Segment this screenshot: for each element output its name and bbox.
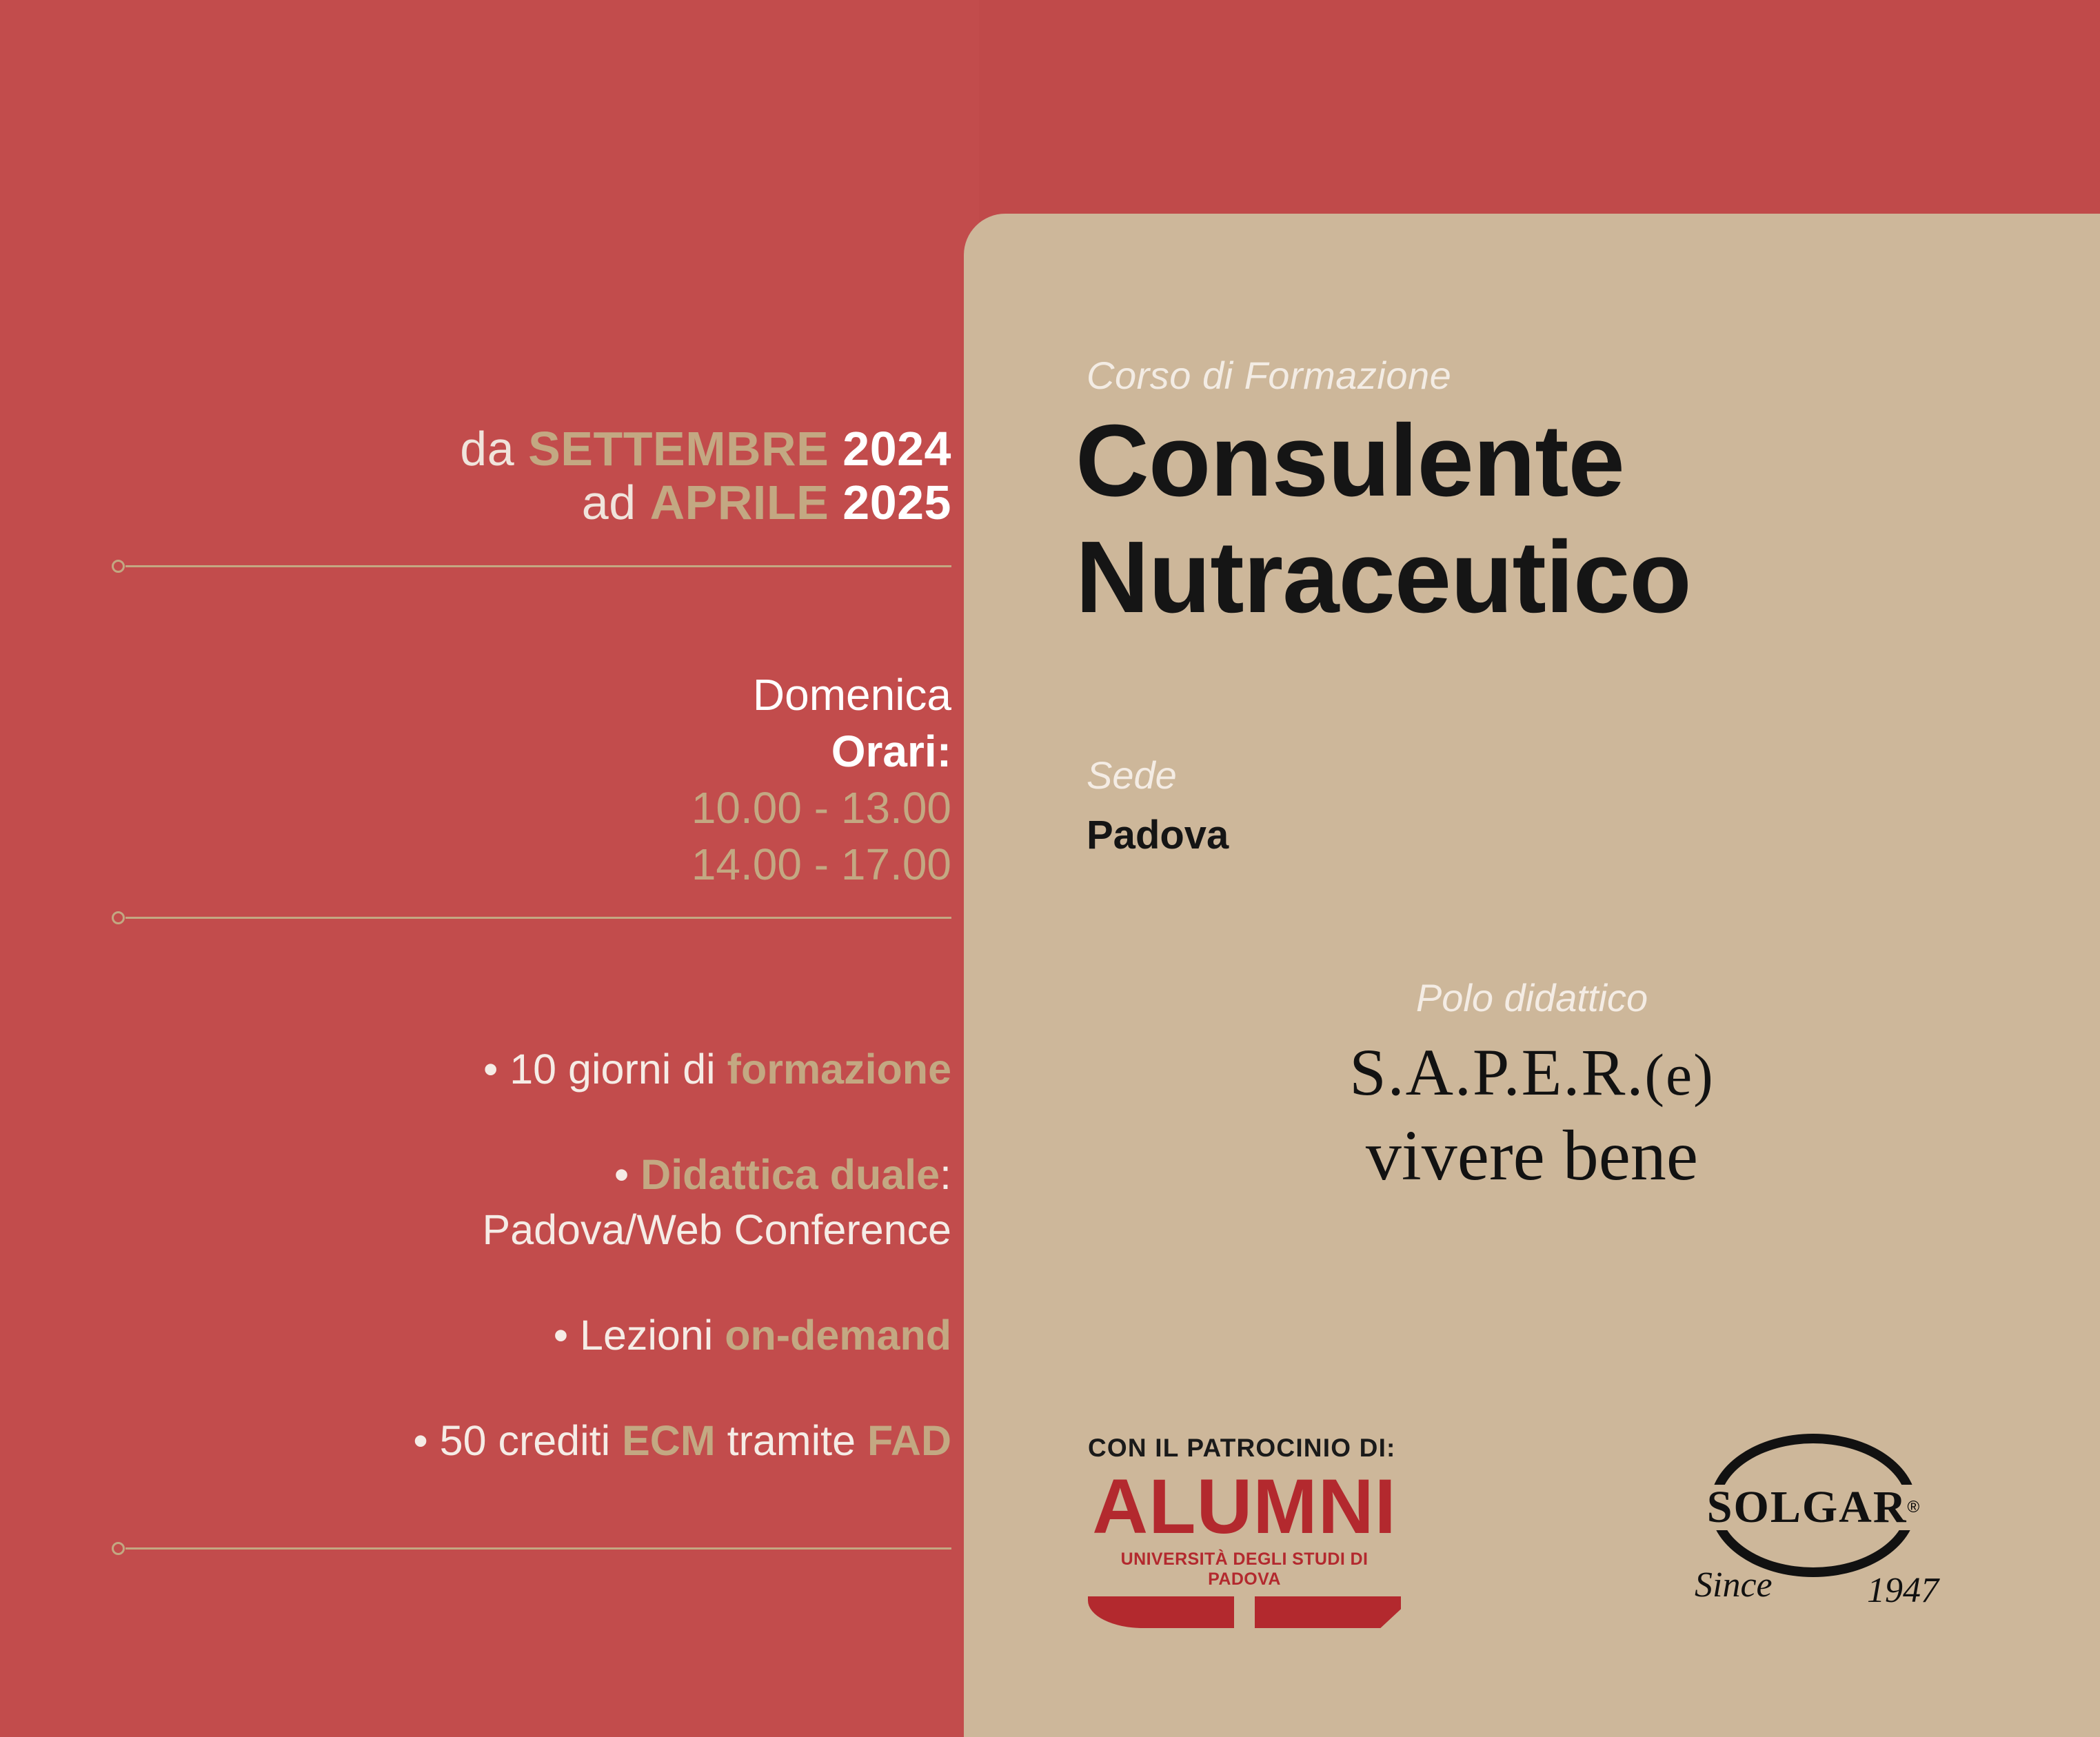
sponsor-label: CON IL PATROCINIO DI: [1088,1434,1396,1462]
solgar-logo [1675,1434,1951,1640]
solgar-since-label: Since [1695,1565,1773,1605]
schedule-day: Domenica [752,670,951,720]
date-to-year: 2025 [842,476,951,530]
title-line-2: Nutraceutico [1076,520,1691,634]
feature-text-highlight: ECM [622,1417,716,1465]
divider-rule-bottom [125,1547,951,1550]
date-from-month: SETTEMBRE [528,422,829,476]
course-date-from [460,422,951,476]
divider-rule-middle [125,917,951,919]
bullet-marker: • [483,1046,498,1093]
feature-line-2: Padova/Web Conference [482,1206,951,1253]
bullet-marker: • [614,1151,629,1199]
page-title [1076,403,1691,636]
sapere-acronym: S.A.P.E.R. [1349,1035,1645,1109]
course-type-eyebrow: Corso di Formazione [1087,354,1452,397]
list-item [413,1308,951,1363]
teaching-hub-label: Polo didattico [1415,976,1648,1019]
alumni-subtitle: UNIVERSITÀ DEGLI STUDI DI PADOVA [1120,1550,1369,1589]
title-line-1: Consulente [1076,404,1624,518]
sapere-paren: (e) [1644,1042,1715,1108]
rule-dot-icon [112,560,125,573]
date-from-year: 2024 [842,422,951,476]
date-from-prefix: da [460,422,515,476]
divider-rule-top [125,565,951,567]
feature-text-highlight: on-demand [725,1311,951,1359]
feature-text-highlight: formazione [727,1046,951,1093]
feature-text-highlight-2: FAD [867,1417,951,1465]
bullet-marker: • [553,1311,569,1359]
solgar-wordmark: SOLGAR [1706,1482,1908,1532]
sapere-logo-line-1 [964,1034,2100,1110]
bullet-marker: • [413,1417,428,1465]
course-features-list [413,1042,951,1468]
schedule-label: Orari: [831,726,951,776]
rule-dot-icon [112,911,125,924]
feature-text-pre: 50 crediti [439,1417,623,1465]
date-to-month: APRILE [649,476,829,530]
alumni-logo [1082,1463,1406,1634]
schedule-slot-morning: 10.00 - 13.00 [691,782,951,833]
course-schedule [691,667,951,893]
date-to-prefix: ad [581,476,636,530]
course-date-to [460,476,951,529]
rule-dot-icon [112,1542,125,1555]
venue-label: Sede [1087,753,1177,797]
solgar-founding-year: 1947 [1867,1571,1939,1610]
registered-trademark-icon: ® [1907,1498,1920,1516]
book-page-right [1255,1596,1401,1628]
feature-line-1 [413,1148,951,1202]
solgar-wordmark-band [1684,1482,1943,1532]
schedule-slot-afternoon: 14.00 - 17.00 [691,839,951,889]
book-spine [1242,1594,1247,1629]
feature-text-pre: 10 giorni di [509,1046,727,1093]
list-item [413,1148,951,1257]
open-book-icon [1082,1596,1406,1634]
feature-text-highlight: Didattica duale [640,1151,940,1199]
feature-text-post: : [940,1151,951,1199]
alumni-wordmark: ALUMNI [1092,1463,1397,1550]
list-item [413,1414,951,1468]
sapere-logo-line-2: vivere bene [1365,1116,1699,1195]
feature-text-pre: Lezioni [580,1311,725,1359]
list-item [413,1042,951,1097]
book-page-left [1088,1596,1234,1628]
sapere-logo [964,1034,2100,1197]
venue-value: Padova [1087,813,1229,857]
feature-text-mid: tramite [715,1417,867,1465]
course-dates [460,422,951,530]
